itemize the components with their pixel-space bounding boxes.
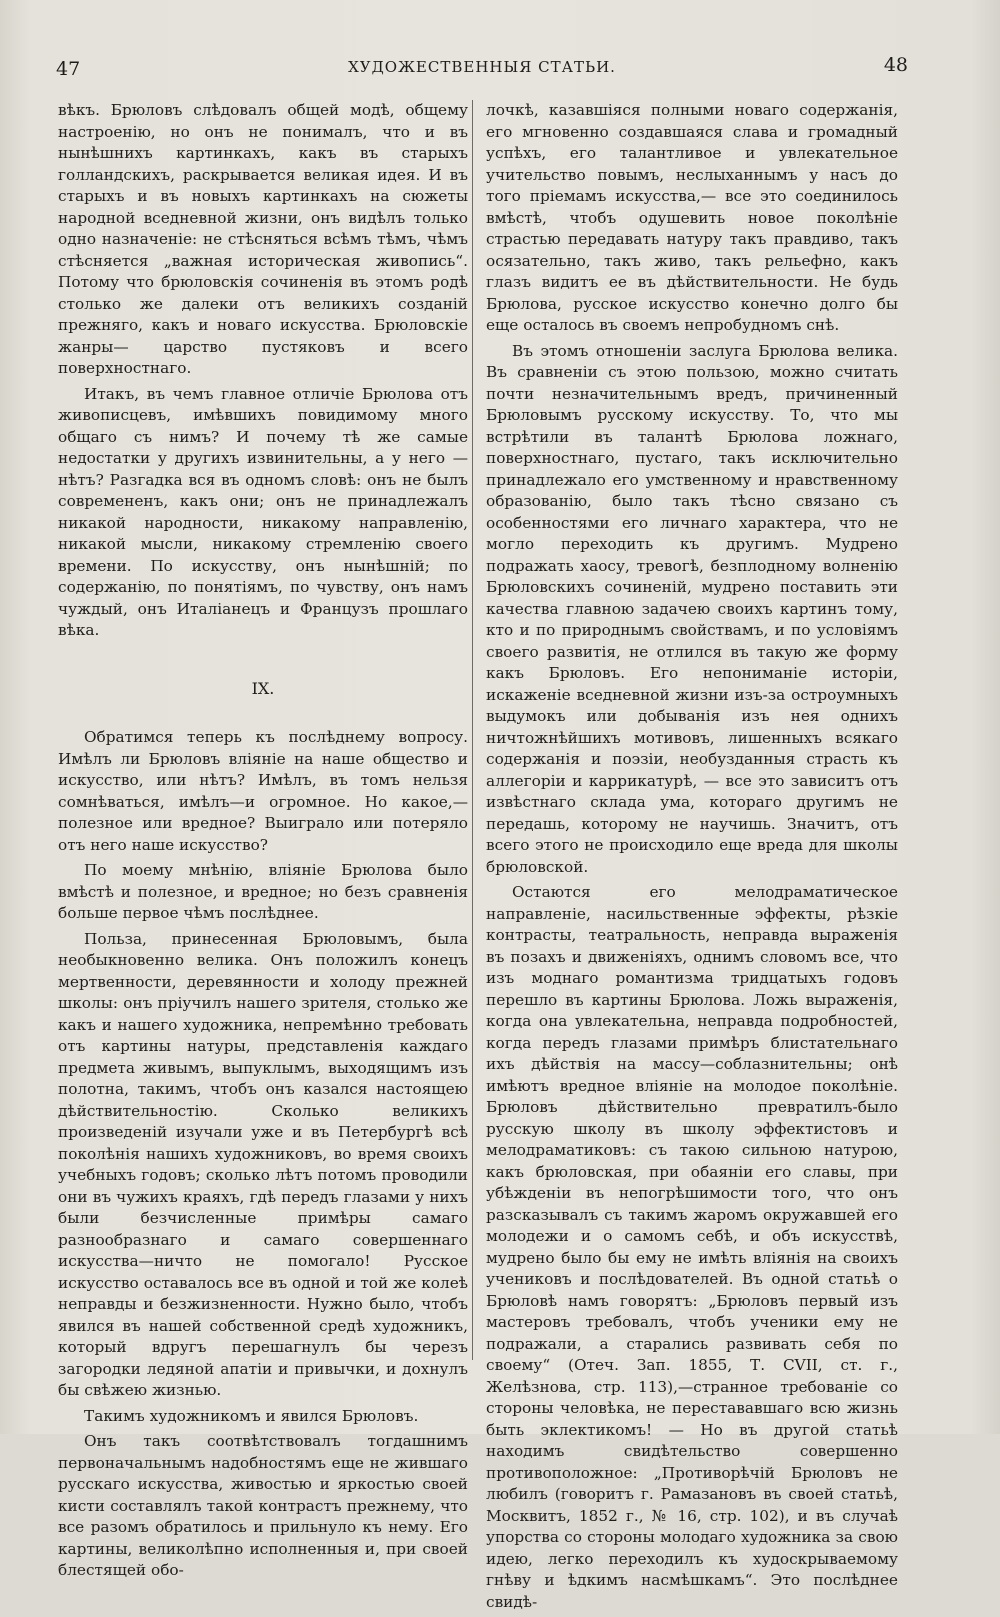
- page-header: [56, 52, 908, 92]
- paragraph: Онъ такъ соотвѣтствовалъ тогдашнимъ первоначальнымъ надобностямъ еще не жившаго русскаго искусства, живостью и яркостью своей кисти составлялъ такой контрастъ прежнему, что все разомъ обратилось и прильнуло къ нему. Его картины, великолѣпно исполненныя и, при своей блестящей обо-: [58, 1432, 468, 1579]
- paragraph: лочкѣ, казавшіяся полными новаго содержанія, его мгновенно создавшаяся слава и громадный успѣхъ, его талантливое и увлекательное учительство повымъ, неслыханнымъ у насъ до того пріемамъ искусства,— все это соединилось вмѣстѣ, чтобъ одушевить новое поколѣніе страстью передавать натуру такъ правдиво, такъ осязательно, такъ живо, такъ рельефно, какъ глазъ видитъ ее въ дѣйствительности. Не будь Брюлова, русское искусство конечно долго бы еще осталось въ своемъ непробудномъ снѣ.: [486, 101, 898, 334]
- paragraph: Польза, принесенная Брюловымъ, была необыкновенно велика. Онъ положилъ конецъ мертвенности, деревянности и холоду прежней школы: онъ пріучилъ нашего зрителя, столько же какъ и нашего художника, непремѣнно требовать отъ картины натуры, представленія каждаго предмета живымъ, выпуклымъ, выходящимъ изъ полотна, такимъ, чтобъ онъ казался настоящею дѣйствительностію. Сколько великихъ произведеній изучали уже и въ Петербургѣ всѣ поколѣнія нашихъ художниковъ, во время своихъ учебныхъ годовъ; сколько лѣтъ потомъ проводили они въ чужихъ краяхъ, гдѣ передъ глазами у нихъ были безчисленные примѣры самаго разнообразнаго и самаго совершеннаго искусства—ничто не помогало! Русское искусство оставалось все въ одной и той же колеѣ неправды и безжизненности. Нужно было, чтобъ явился въ нашей собственной средѣ художникъ, который вдругъ перешагнулъ бы черезъ загородки ледяной апатіи и привычки, и дохнулъ бы свѣжею жизнью.: [58, 929, 468, 1399]
- paragraph: Въ этомъ отношеніи заслуга Брюлова велика. Въ сравненіи съ этою пользою, можно считать почти незначительнымъ вредъ, причиненный Брюловымъ русскому искусству. То, что мы встрѣтили въ талантѣ Брюлова ложнаго, поверхностнаго, пустаго, такъ исключительно принадлежало его умственному и нравственному образованію, было такъ тѣсно связано съ особенностями его личнаго характера, что не могло переходить къ другимъ. Мудрено подражать хаосу, тревогѣ, безплодному волненію Брюловскихъ сочиненій, мудрено поставить эти качества главною задачею своихъ картинъ тому, кто и по природнымъ свойствамъ, и по условіямъ своего развитія, не отлился въ такую же форму какъ Брюловъ. Его непониманіе исторіи, искаженіе вседневной жизни изъ-за остроумныхъ выдумокъ или добыванія изъ нея однихъ ничтожнѣйшихъ мотивовъ, лишенныхъ всякаго содержанія и поэзіи, необузданныя страсть къ аллегоріи и каррикатурѣ, — все это зависитъ отъ извѣстнаго склада ума, котораго другимъ не передашь, которому не научишь. Значитъ, отъ всего этого не происходило еще вреда для школы брюловской.: [486, 341, 898, 876]
- paragraph: Остаются его мелодраматическое направленіе, насильственные эффекты, рѣзкіе контрасты, театральность, неправда выраженія въ позахъ и движеніяхъ, однимъ словомъ все, что изъ моднаго романтизма тридцатыхъ годовъ перешло въ картины Брюлова. Ложь выраженія, когда она увлекательна, неправда подробностей, когда передъ глазами примѣръ блистательнаго ихъ дѣйствія на массу—соблазнительны; онѣ имѣютъ вредное вліяніе на молодое поколѣніе. Брюловъ дѣйствительно превратилъ-было русскую школу въ школу эффектистовъ и мелодраматиковъ: съ такою сильною натурою, какъ брюловская, при обаяніи его славы, при убѣжденіи въ непогрѣшимости того, что онъ разсказывалъ съ такимъ жаромъ окружавшей его молодежи и о самомъ себѣ, и объ искусствѣ, мудрено было бы ему не имѣть вліянія на своихъ учениковъ и послѣдователей. Въ одной статьѣ о Брюловѣ намъ говорятъ: „Брюловъ первый изъ мастеровъ требовалъ, чтобъ ученики ему не подражали, а старались развивать себя по своему“ (Отеч. Зап. 1855, Т. CVII, ст. г., Желѣзнова, стр. 113),—странное требованіе со стороны человѣка, не перестававшаго всю жизнь быть эклектикомъ! — Но въ другой статьѣ находимъ свидѣтельство совершенно противоположное: „Противорѣчій Брюловъ не любилъ (говоритъ г. Рамазановъ въ своей статьѣ, Москвитъ, 1852 г., № 16, стр. 102), и въ случаѣ упорства со стороны молодаго художника за свою идею, легко переходилъ къ худоскрываемому гнѣву и ѣдкимъ насмѣшкамъ“. Это послѣднее свидѣ-: [486, 883, 898, 1611]
- running-title: ХУДОЖЕСТВЕННЫЯ СТАТЬИ.: [348, 58, 616, 76]
- paragraph: вѣкъ. Брюловъ слѣдовалъ общей модѣ, общему настроенію, но онъ не понималъ, что и въ нынѣшнихъ картинкахъ, какъ въ старыхъ голландскихъ, раскрывается великая идея. И въ старыхъ и въ новыхъ картинкахъ на сюжеты народной вседневной жизни, онъ видѣлъ только одно назначеніе: не стѣсняться всѣмъ тѣмъ, чѣмъ стѣсняется „важная историческая живопись“. Потому что брюловскія сочиненія въ этомъ родѣ столько же далеки отъ великихъ созданій прежняго, какъ и новаго искусства. Брюловскіе жанры— царство пустяковъ и всего поверхностнаго.: [58, 101, 468, 377]
- right-column: [486, 100, 898, 1617]
- paragraph: По моему мнѣнію, вліяніе Брюлова было вмѣстѣ и полезное, и вредное; но безъ сравненія больше первое чѣмъ послѣднее.: [58, 861, 468, 922]
- paragraph: Обратимся теперь къ послѣднему вопросу. Имѣлъ ли Брюловъ вліяніе на наше общество и искусство, или нѣтъ? Имѣлъ, въ томъ нельзя сомнѣваться, имѣлъ—и огромное. Но какое,—полезное или вредное? Выиграло или потеряло отъ него наше искусство?: [58, 728, 468, 854]
- paragraph: Такимъ художникомъ и явился Брюловъ.: [84, 1406, 419, 1425]
- section-heading: IX.: [251, 678, 275, 698]
- page-number-left: 47: [56, 58, 81, 80]
- paragraph: Итакъ, въ чемъ главное отличіе Брюлова отъ живописцевъ, имѣвшихъ повидимому много общаго съ нимъ? И почему тѣ же самые недостатки у другихъ извинительны, а у него — нѣтъ? Разгадка вся въ одномъ словѣ: онъ не былъ современенъ, какъ они; онъ не принадлежалъ никакой народности, никакому направленію, никакой мысли, никакому стремленію своего времени. По искусству, онъ нынѣшній; по содержанію, по понятіямъ, по чувству, онъ намъ чуждый, онъ Италіанецъ и Французъ прошлаго вѣка.: [58, 384, 468, 639]
- page-number-right: 48: [883, 54, 908, 76]
- left-column: [58, 100, 468, 1586]
- column-divider: [472, 100, 473, 1360]
